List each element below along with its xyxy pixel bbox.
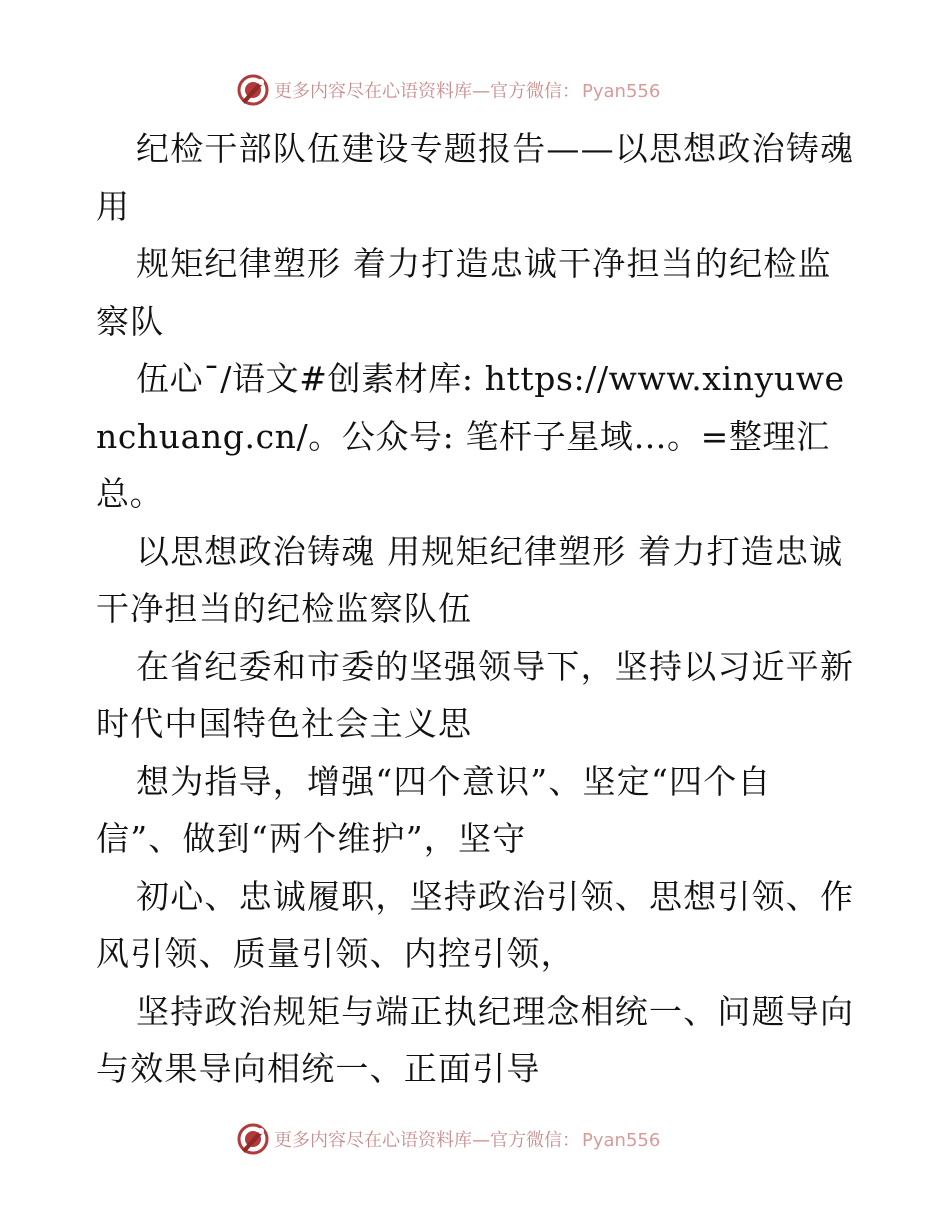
footer-watermark: [236, 1121, 660, 1157]
paragraph-body-1: 在省纪委和市委的坚强领导下，坚持以习近平新时代中国特色社会主义思: [96, 646, 855, 743]
watermark-wechat-id: Pyan556: [582, 81, 661, 102]
paragraph-body-2: 想为指导，增强“四个意识”、坚定“四个自信”、做到“两个维护”，坚守: [96, 761, 772, 858]
paragraph-subtitle: 以思想政治铸魂 用规矩纪律塑形 着力打造忠诚干净担当的纪检监察队伍: [96, 531, 844, 628]
watermark-logo-icon: [236, 73, 270, 107]
document-body: [96, 120, 856, 1098]
paragraph-body-4: 坚持政治规矩与端正执纪理念相统一、问题导向与效果导向相统一、正面引导: [96, 991, 855, 1088]
paragraph-title-part1: 纪检干部队伍建设专题报告——以思想政治铸魂用: [96, 129, 855, 226]
watermark-label: 更多内容尽在心语资料库—官方微信：: [274, 1130, 580, 1151]
paragraph-source-note: 伍心¯/语文#创素材库: https://www.xinyuwenchuang.cn/。公众号: 笔杆子星域…。=整理汇总。: [96, 359, 845, 513]
header-watermark: [236, 72, 660, 108]
watermark-text: [274, 1126, 660, 1152]
watermark-text: [274, 77, 660, 103]
watermark-label: 更多内容尽在心语资料库—官方微信：: [274, 81, 580, 102]
paragraph-body-3: 初心、忠诚履职，坚持政治引领、思想引领、作风引领、质量引领、内控引领，: [96, 876, 855, 973]
watermark-logo-icon: [236, 1122, 270, 1156]
watermark-wechat-id: Pyan556: [582, 1130, 661, 1151]
paragraph-title-part2: 规矩纪律塑形 着力打造忠诚干净担当的纪检监察队: [96, 244, 832, 341]
